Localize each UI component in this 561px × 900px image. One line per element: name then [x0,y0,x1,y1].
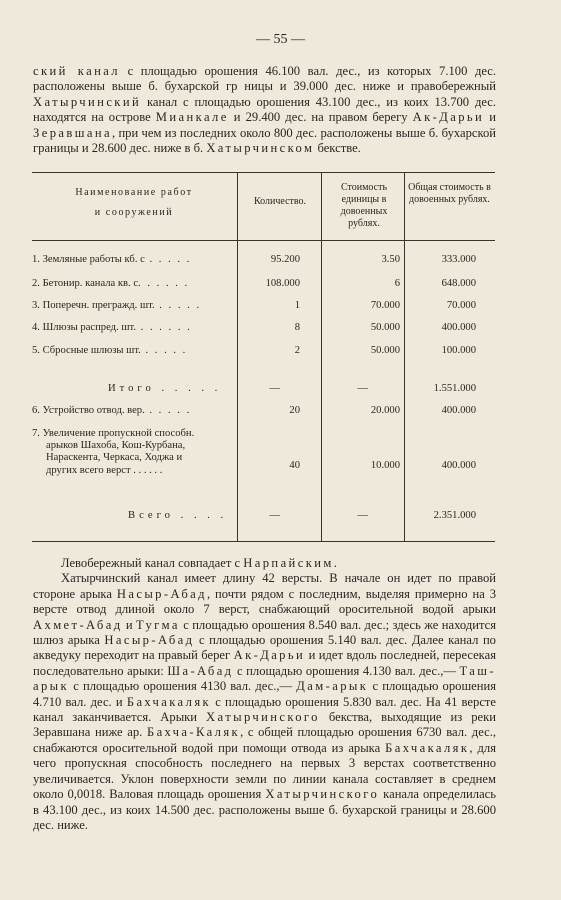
table-row-6 [0,405,561,419]
vsego-unit: — [357,510,368,521]
text-run: , при чем из последних около 800 дес. расположены выше б. бухарской границы и 28.600 дес. ниже в б. [33,125,496,156]
spaced-term: Хатырчинского [265,787,380,802]
text-run: бекства, выходящие из реки Зеравшана ниже ар. [33,710,496,740]
row-name: 3. Поперечн. прегражд. шт. . . . . . [32,300,202,311]
body-paragraph [33,556,496,571]
table-row [0,254,561,268]
row-unit: 50.000 [370,322,400,333]
table-bottom-rule [32,541,495,542]
text-run: и 29.400 дес. на правом берегу [228,110,413,125]
row7-line: 7. Увеличение пропускной способн. [32,428,195,439]
table-row-7 [0,460,561,474]
page-number: — 55 — [256,32,305,47]
vsego-total: 2.351.000 [433,510,476,521]
spaced-term: Бахча-Каляк [146,725,241,740]
row6-qty: 20 [289,405,300,416]
row-name: 1. Земляные работы кб. с . . . . . [32,254,192,265]
spaced-term: Хатырчинский [33,94,142,109]
table-top-rule [32,172,495,173]
spaced-term: Ак-Дарьи [412,110,485,125]
table-row [0,345,561,359]
spaced-term: Зеравшана [33,125,112,140]
spaced-term: Дам-арык [296,679,369,694]
spaced-term: Ак-Дарьи [233,648,306,663]
row-total: 100.000 [441,345,476,356]
row6-unit: 20.000 [370,405,400,416]
spaced-term: Бахчакаляк [385,740,470,755]
text-run: бекстве. [314,141,361,156]
header-name-line2: и сооружений [94,207,174,218]
row7-line: других всего верст . . . . . . [46,464,163,476]
itogo-label: Итого . . . . . [108,383,222,394]
row-qty: 95.200 [270,254,300,265]
text-run: и [122,617,137,632]
text-run: с площадью орошения 5.140 вал. дес. Далее канал по акведуку переходит на правый берег [33,633,496,663]
text-run: с площадью орошения 4.710 вал. дес. и [33,679,496,709]
itogo-unit: — [357,383,368,394]
row-name: 5. Сбросные шлюзы шт. . . . . . [32,345,188,356]
row-qty: 108.000 [265,278,300,289]
row7-total: 400.000 [441,460,476,471]
text-run: с площадью орошения 4130 вал. дес.,— [69,679,297,694]
spaced-term: ский канал [33,64,120,78]
spaced-term: Насыр-Абад [116,586,207,601]
table-row [0,322,561,336]
row-total: 333.000 [441,254,476,265]
spaced-term: Хатырчинского [206,710,320,725]
vsego-label: Всего . . . . [128,510,228,521]
row-qty: 2 [294,345,300,356]
row-unit: 70.000 [370,300,400,311]
itogo-total: 1.551.000 [433,383,476,394]
row7-qty: 40 [289,460,300,471]
body-paragraph [33,571,496,833]
table-row [0,300,561,314]
text-run: с площадью орошения 46.100 вал. дес., из которых 7.100 дес. расположены выше б. бухарской гр ницы и 39.000 дес. ниже и правобережный [33,64,496,94]
row-total: 70.000 [446,300,476,311]
text-run: Хатырчинский канал имеет длину 42 версты. В начале он идет по правой стороне арыка [33,571,496,601]
text-run: . [333,556,337,570]
row-qty: 1 [294,300,300,311]
spaced-term: Ша-Абад [167,663,234,678]
row-unit: 6 [394,278,400,289]
text-run: канала определилась в 43.100 дес., из коих 14.500 дес. расположены выше б. бухарской границы и 28.600 дес. ниже. [33,787,496,832]
itogo-row [0,383,561,397]
spaced-term: Бахчакаляк [126,694,212,709]
header-unit-cost: Стоимость единицы в довоенных рублях. [340,182,388,229]
row-name: 4. Шлюзы распред. шт. . . . . . . [32,322,192,333]
row-total: 648.000 [441,278,476,289]
text-run: с площадью орошения 4.130 вал. дес.,— [233,663,460,678]
spaced-term: Ахмет-Абад [33,617,123,632]
spaced-term: Тугма [136,617,180,632]
header-total-cost: Общая стоимость в довоенных рублях. [408,182,491,205]
row6-total: 400.000 [441,405,476,416]
text-run: и идет вдоль последней, пересекая последовательно арыки: [33,648,496,678]
body-text [33,556,496,833]
spaced-term: Таш-арык [33,663,496,694]
header-name [34,183,234,223]
vsego-qty: — [269,510,280,521]
spaced-term: Нарпайским [243,556,334,570]
row-unit: 50.000 [370,345,400,356]
row7-line: арыков Шахоба, Кош-Курбана, [46,440,186,452]
text-run: с площадью орошения 5.830 вал. дес. На 41 версте канал заканчивается. Арыки [33,694,497,725]
text-run: и [484,110,497,125]
text-run: , почти рядом с последним, выделяя примерно на 3 версте отвод длиной около 7 верст, снабжающий оросительной водой арыки [33,586,496,617]
row-qty: 8 [294,322,300,333]
vsego-row [0,510,561,524]
text-run: , с общей площадью орошения 6730 вал. дес., снабжаются оросительной водой при помощи отвода из арыка [33,725,496,755]
table-row [0,278,561,292]
itogo-qty: — [269,383,280,394]
text-run: канал с площадью орошения 43.100 дес., из коих 13.700 дес. находятся на острове [33,94,496,125]
text-run: Левобережный канал совпадает с [61,556,244,570]
row-total: 400.000 [441,322,476,333]
spaced-term: Насыр-Абад [104,633,195,648]
row6-name: 6. Устройство отвод. вер. . . . . . [32,405,192,416]
row7-unit: 10.000 [370,460,400,471]
intro-paragraph [33,64,496,156]
header-quantity: Количество. [253,196,307,207]
header-name-line1: Наименование работ [75,187,193,198]
row7-line: Нараскента, Черкаса, Ходжа и [46,452,183,464]
row-name: 2. Бетонир. канала кв. с. . . . . . [32,278,190,289]
row-unit: 3.50 [381,254,400,265]
spaced-term: Мианкале [155,110,229,125]
text-run: , для чего пропускная способность последнего на первых 3 верстах соответственно увеличивается. Уклон поверхности земли по линии канала составляет в среднем около 0,0018. Валовая площадь орошения [33,740,496,802]
table-header-rule [32,240,495,241]
text-run: с площадью орошения 8.540 вал. дес.; здесь же находится шлюз арыка [33,617,497,648]
spaced-term: Хатырчинском [206,141,315,156]
